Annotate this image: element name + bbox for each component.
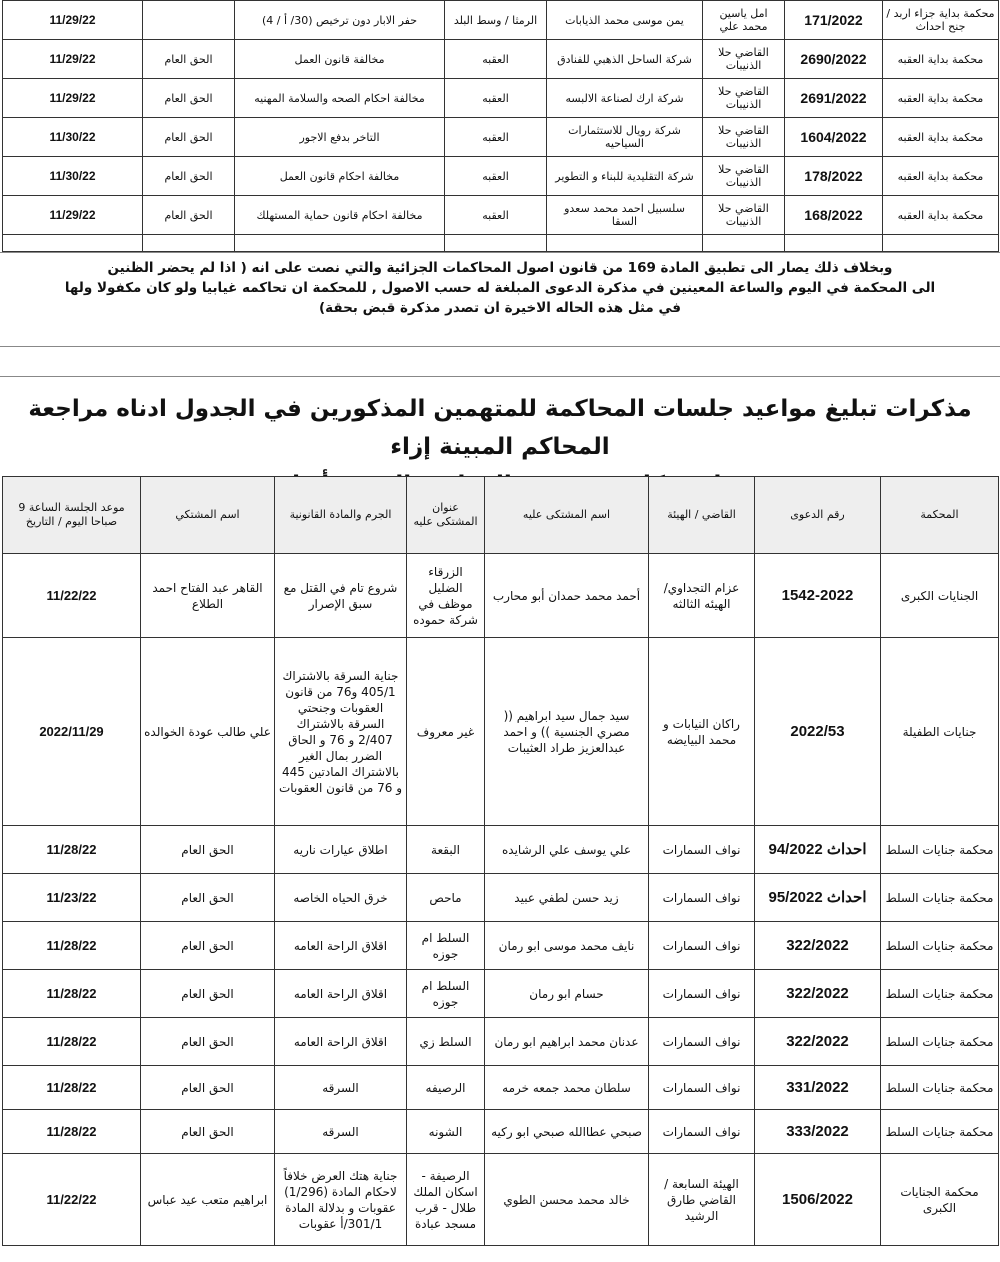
court-cell: محكمة جنايات السلط (881, 1066, 999, 1110)
case-number-cell: 1542-2022 (755, 554, 881, 638)
case-number-cell: 2691/2022 (785, 79, 883, 118)
defendant-cell: أحمد محمد حمدان أبو محارب (485, 554, 649, 638)
plaintiff-cell: الحق العام (141, 1110, 275, 1154)
notice-line-3: في مثل هذه الحاله الاخيرة ان تصدر مذكرة قبض بحقة) (319, 300, 681, 316)
top-table-body (3, 1, 999, 252)
case-number-cell: 2690/2022 (785, 40, 883, 79)
address-cell: السلط ام جوزه (407, 922, 485, 970)
defendant-cell: سلسبيل احمد محمد سعدو السقا (547, 196, 703, 235)
case-number-cell: 2022/53 (755, 638, 881, 826)
case-number-cell: 171/2022 (785, 1, 883, 40)
plaintiff-cell: الحق العام (141, 970, 275, 1018)
case-number-cell: 331/2022 (755, 1066, 881, 1110)
court-cell: محكمة بداية العقبه (883, 196, 999, 235)
session-date-cell: 11/22/22 (3, 1154, 141, 1246)
table-row (3, 1110, 999, 1154)
table-row (3, 1066, 999, 1110)
plaintiff-cell: الحق العام (141, 874, 275, 922)
table-row (3, 970, 999, 1018)
address-cell: العقبه (445, 118, 547, 157)
court-cell: محكمة جنايات السلط (881, 1018, 999, 1066)
header-plaintiff: اسم المشتكي (141, 477, 275, 554)
case-number-cell: 333/2022 (755, 1110, 881, 1154)
notice-line-2: الى المحكمة في اليوم والساعة المعينين في مذكرة الدعوى المبلغة له حسب الاصول , للمحكمة ان تحاكمه غيابيا ولو كان مكفولا ولها (64, 280, 936, 296)
table-row (3, 922, 999, 970)
plaintiff-cell: القاهر عبد الفتاح احمد الطلاع (141, 554, 275, 638)
offense-cell: خرق الحياه الخاصه (275, 874, 407, 922)
offense-cell: جناية السرقة بالاشتراك 405/1 و76 من قانون العقوبات وجنحتي السرقة بالاشتراك 2/407 و 76 و الحاق الضرر بمال الغير بالاشتراك المادتين 445 و 76 من قانون العقوبات (275, 638, 407, 826)
judge-cell: امل ياسين محمد علي (703, 1, 785, 40)
table-row-empty (3, 235, 999, 252)
court-cell: محكمة جنايات السلط (881, 970, 999, 1018)
defendant-cell: زيد حسن لطفي عبيد (485, 874, 649, 922)
judge-cell: الهيئة السابعة / القاضي طارق الرشيد (649, 1154, 755, 1246)
session-date-cell: 11/30/22 (3, 157, 143, 196)
offense-cell: شروع تام في القتل مع سبق الإصرار (275, 554, 407, 638)
judge-cell: عزام التجداوي/الهيئه الثالثه (649, 554, 755, 638)
table-row (3, 157, 999, 196)
defendant-cell: شركة الساحل الذهبي للفنادق (547, 40, 703, 79)
address-cell: البقعة (407, 826, 485, 874)
offense-cell: مخالفة احكام قانون حماية المستهلك (235, 196, 445, 235)
address-cell: السلط ام جوزه (407, 970, 485, 1018)
offense-cell: اقلاق الراحة العامه (275, 1018, 407, 1066)
header-offense: الجرم والمادة القانونية (275, 477, 407, 554)
judge-cell: القاضي حلا الذنيبات (703, 79, 785, 118)
case-number-cell: احداث 95/2022 (755, 874, 881, 922)
offense-cell: اقلاق الراحة العامه (275, 922, 407, 970)
session-date-cell: 11/28/22 (3, 1066, 141, 1110)
hearings-table-body (3, 554, 999, 1246)
offense-cell: السرقه (275, 1066, 407, 1110)
offense-cell: حفر الابار دون ترخيص (30/ أ / 4) (235, 1, 445, 40)
divider (0, 346, 1000, 347)
session-date-cell: 11/28/22 (3, 1018, 141, 1066)
plaintiff-cell: الحق العام (143, 196, 235, 235)
judge-cell: القاضي حلا الذنيبات (703, 118, 785, 157)
defendant-cell: يمن موسى محمد الذيابات (547, 1, 703, 40)
plaintiff-cell: الحق العام (141, 1018, 275, 1066)
case-number-cell: 322/2022 (755, 970, 881, 1018)
court-cell: محكمة بداية العقبه (883, 157, 999, 196)
table-header-row (3, 477, 999, 554)
table-row (3, 118, 999, 157)
case-number-cell: 322/2022 (755, 922, 881, 970)
offense-cell: اقلاق الراحة العامه (275, 970, 407, 1018)
judge-cell: نواف السمارات (649, 922, 755, 970)
session-date-cell: 11/22/22 (3, 554, 141, 638)
header-address: عنوان المشتكى عليه (407, 477, 485, 554)
header-judge: القاضي / الهيئة (649, 477, 755, 554)
address-cell: السلط زي (407, 1018, 485, 1066)
judge-cell: راكان النيابات و محمد البيايضه (649, 638, 755, 826)
header-date: موعد الجلسة الساعة 9 صباحا اليوم / التاريخ (3, 477, 141, 554)
session-date-cell: 11/29/22 (3, 196, 143, 235)
address-cell: الرصيفة - اسكان الملك طلال - قرب مسجد عبادة (407, 1154, 485, 1246)
address-cell: الشونه (407, 1110, 485, 1154)
session-date-cell: 11/28/22 (3, 922, 141, 970)
court-cell: محكمة جنايات السلط (881, 1110, 999, 1154)
defendant-cell: شركة التقليدية للبناء و التطوير (547, 157, 703, 196)
table-row (3, 1154, 999, 1246)
plaintiff-cell: الحق العام (143, 79, 235, 118)
offense-cell: مخالفة قانون العمل (235, 40, 445, 79)
offense-cell: التاخر بدفع الاجور (235, 118, 445, 157)
table-row (3, 874, 999, 922)
session-date-cell: 11/28/22 (3, 826, 141, 874)
table-row (3, 1, 999, 40)
defendant-cell: عدنان محمد ابراهيم ابو رمان (485, 1018, 649, 1066)
plaintiff-cell (143, 1, 235, 40)
title-line-1: مذكرات تبليغ مواعيد جلسات المحاكمة للمتهمين المذكورين في الجدول ادناه مراجعة المحاكم المبينة إزاء (28, 396, 972, 460)
defendant-cell: خالد محمد محسن الطوي (485, 1154, 649, 1246)
address-cell: العقبه (445, 196, 547, 235)
table-row (3, 79, 999, 118)
session-date-cell: 11/28/22 (3, 1110, 141, 1154)
offense-cell: مخالفة احكام قانون العمل (235, 157, 445, 196)
legal-notice (10, 258, 990, 318)
judge-cell: نواف السمارات (649, 1110, 755, 1154)
address-cell: ماحص (407, 874, 485, 922)
session-date-cell: 11/29/22 (3, 40, 143, 79)
court-cell: محكمة بداية جزاء اربد / جنح احداث (883, 1, 999, 40)
case-number-cell: 1506/2022 (755, 1154, 881, 1246)
table-row (3, 1018, 999, 1066)
court-cell: محكمة جنايات السلط (881, 874, 999, 922)
defendant-cell: سلطان محمد جمعه خرمه (485, 1066, 649, 1110)
defendant-cell: سيد جمال سيد ابراهيم (( مصري الجنسية )) و احمد عبدالعزيز طراد العثيبات (485, 638, 649, 826)
case-number-cell: احداث 94/2022 (755, 826, 881, 874)
table-row (3, 638, 999, 826)
court-cell: محكمة الجنايات الكبرى (881, 1154, 999, 1246)
judge-cell: القاضي حلا الذنيبات (703, 40, 785, 79)
session-date-cell: 11/30/22 (3, 118, 143, 157)
header-court: المحكمة (881, 477, 999, 554)
judge-cell: القاضي حلا الذنيبات (703, 157, 785, 196)
court-cell: محكمة بداية العقبه (883, 118, 999, 157)
defendant-cell: شركة رويال للاستثمارات السياحيه (547, 118, 703, 157)
header-defendant: اسم المشتكى عليه (485, 477, 649, 554)
judge-cell: نواف السمارات (649, 826, 755, 874)
plaintiff-cell: الحق العام (141, 1066, 275, 1110)
plaintiff-cell: الحق العام (141, 826, 275, 874)
judge-cell: القاضي حلا الذنيبات (703, 196, 785, 235)
court-cell: محكمة بداية العقبه (883, 79, 999, 118)
judge-cell: نواف السمارات (649, 1018, 755, 1066)
header-case-no: رقم الدعوى (755, 477, 881, 554)
hearings-table (2, 476, 999, 1246)
offense-cell: السرقه (275, 1110, 407, 1154)
session-date-cell: 11/29/22 (3, 79, 143, 118)
table-row (3, 554, 999, 638)
address-cell: العقبه (445, 157, 547, 196)
address-cell: الرصيفه (407, 1066, 485, 1110)
address-cell: الزرقاء الضليل موظف في شركة حموده (407, 554, 485, 638)
divider (0, 376, 1000, 377)
defendant-cell: شركة ارك لصناعة الالبسه (547, 79, 703, 118)
case-number-cell: 168/2022 (785, 196, 883, 235)
table-row (3, 196, 999, 235)
defendant-cell: علي يوسف علي الرشايده (485, 826, 649, 874)
court-cell: جنايات الطفيلة (881, 638, 999, 826)
offense-cell: جناية هتك العرض خلافاً لاحكام المادة (1/296) عقوبات و بدلالة المادة 301/1/أ عقوبات (275, 1154, 407, 1246)
defendant-cell: نايف محمد موسى ابو رمان (485, 922, 649, 970)
case-number-cell: 178/2022 (785, 157, 883, 196)
plaintiff-cell: الحق العام (141, 922, 275, 970)
session-date-cell: 11/28/22 (3, 970, 141, 1018)
court-cell: محكمة بداية العقبه (883, 40, 999, 79)
court-cell: الجنايات الكبرى (881, 554, 999, 638)
defendant-cell: صبحي عطاالله صبحي ابو ركيه (485, 1110, 649, 1154)
address-cell: العقبه (445, 40, 547, 79)
address-cell: الرمثا / وسط البلد (445, 1, 547, 40)
address-cell: العقبه (445, 79, 547, 118)
divider (0, 252, 1000, 253)
plaintiff-cell: الحق العام (143, 40, 235, 79)
table-row (3, 826, 999, 874)
notice-line-1: وبخلاف ذلك يصار الى تطبيق المادة 169 من قانون اصول المحاكمات الجزائية والتي نصت على انه ( اذا لم يحضر الظنين (107, 260, 893, 276)
plaintiff-cell: علي طالب عودة الخوالده (141, 638, 275, 826)
court-cell: محكمة جنايات السلط (881, 826, 999, 874)
session-date-cell: 2022/11/29 (3, 638, 141, 826)
table-row (3, 40, 999, 79)
plaintiff-cell: الحق العام (143, 118, 235, 157)
address-cell: غير معروف (407, 638, 485, 826)
defendant-cell: حسام ابو رمان (485, 970, 649, 1018)
court-cell: محكمة جنايات السلط (881, 922, 999, 970)
judge-cell: نواف السمارات (649, 874, 755, 922)
plaintiff-cell: ابراهيم متعب عيد عباس (141, 1154, 275, 1246)
case-number-cell: 322/2022 (755, 1018, 881, 1066)
offense-cell: اطلاق عيارات ناريه (275, 826, 407, 874)
offense-cell: مخالفة احكام الصحه والسلامة المهنيه (235, 79, 445, 118)
session-date-cell: 11/29/22 (3, 1, 143, 40)
judge-cell: نواف السمارات (649, 970, 755, 1018)
top-cases-table (2, 0, 999, 252)
judge-cell: نواف السمارات (649, 1066, 755, 1110)
plaintiff-cell: الحق العام (143, 157, 235, 196)
case-number-cell: 1604/2022 (785, 118, 883, 157)
session-date-cell: 11/23/22 (3, 874, 141, 922)
